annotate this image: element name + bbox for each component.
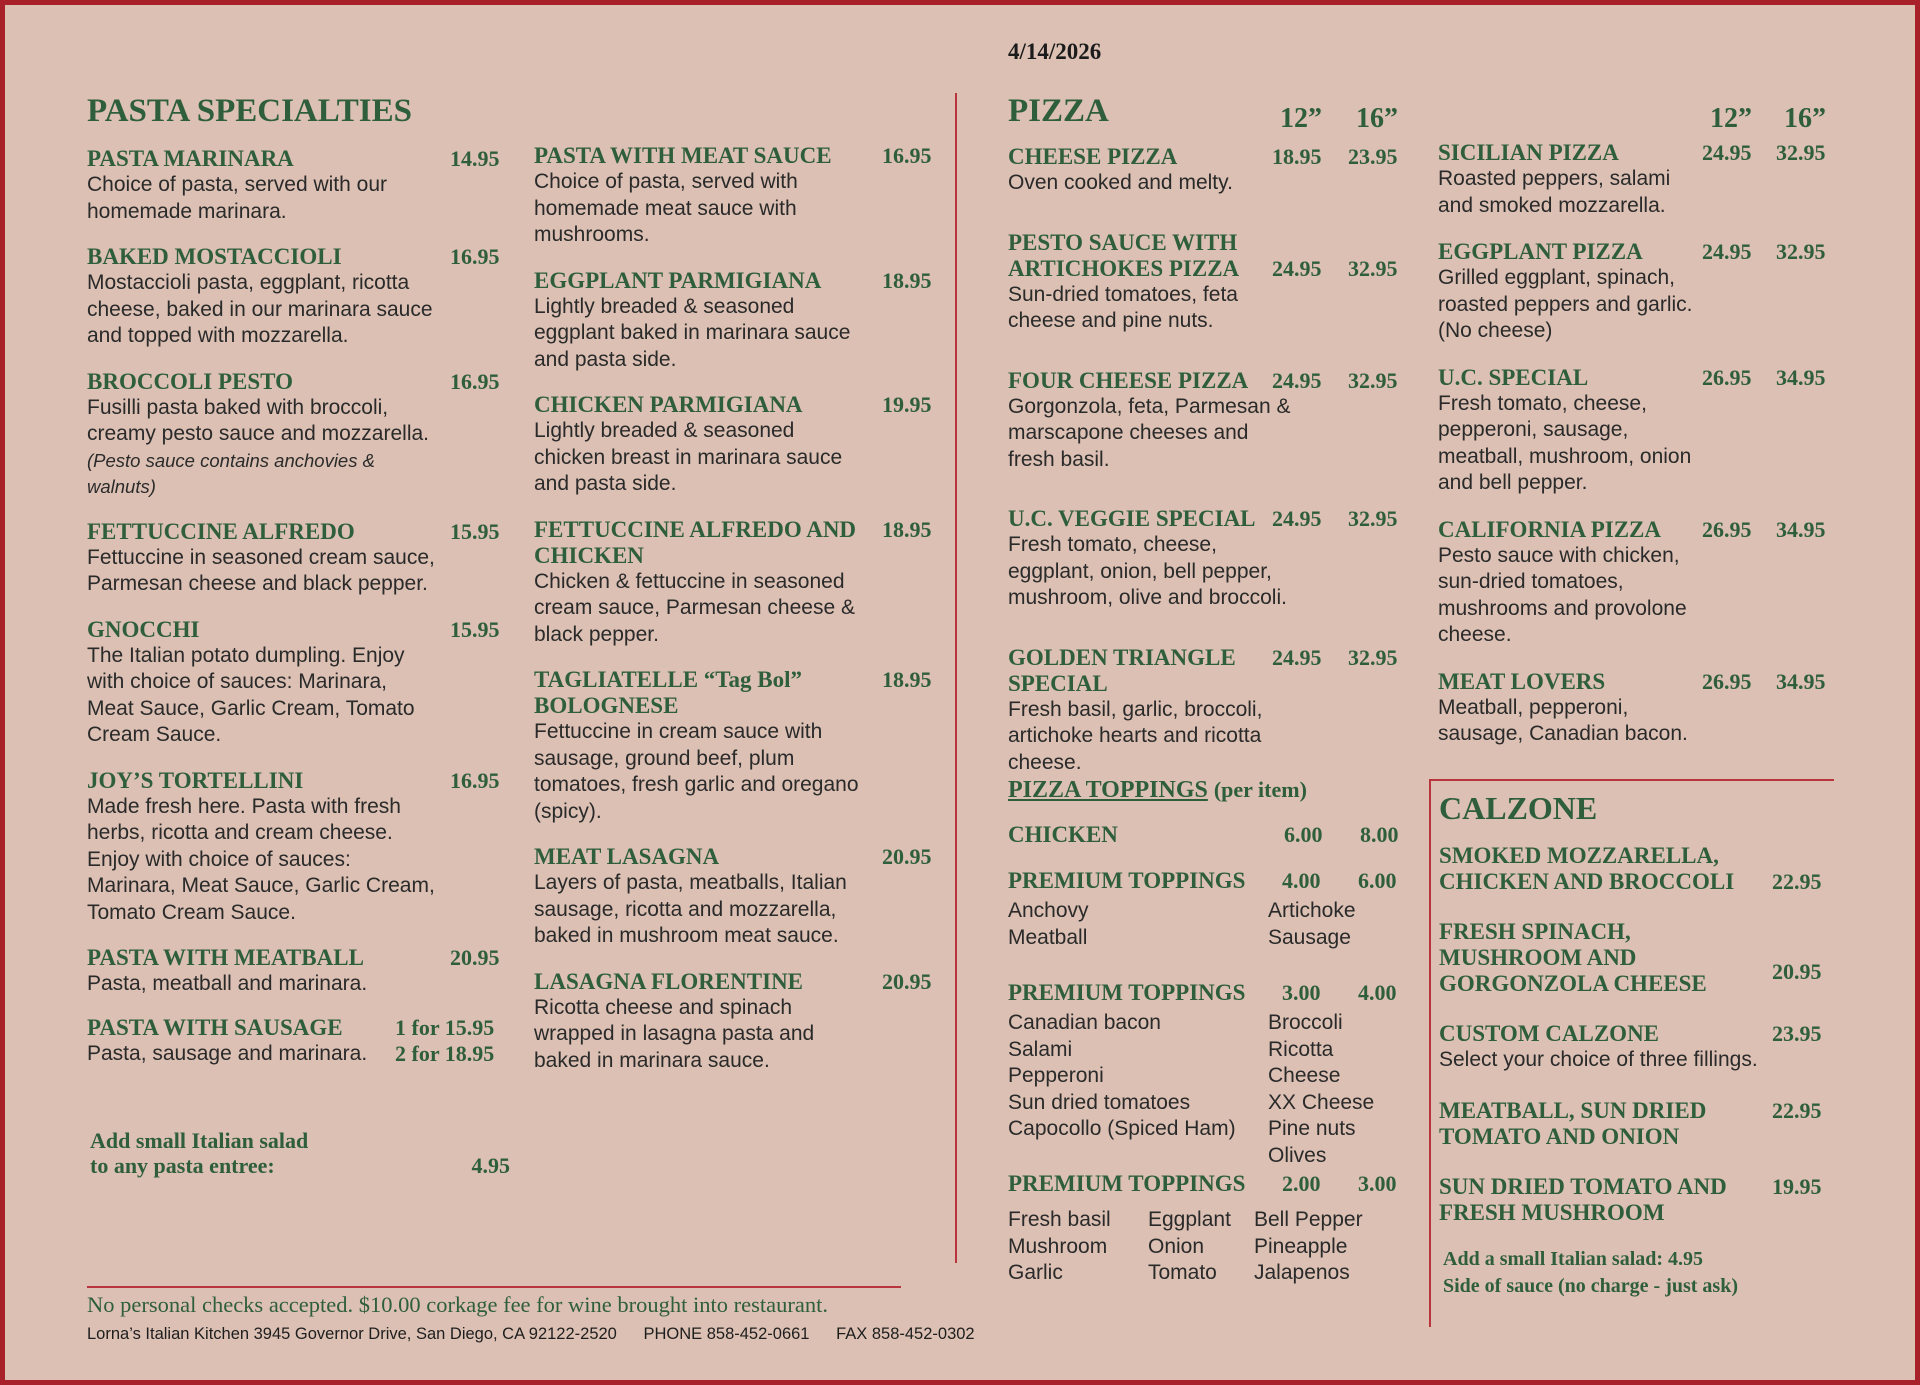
item-description: Fresh tomato, cheese, pepperoni, sausage, meatball, mushroom, onion and bell pepper. [1438, 391, 1692, 494]
item-price-16: 32.95 [1348, 367, 1398, 393]
topping-tier-2 [1008, 980, 1408, 1010]
restaurant-fax: FAX 858-452-0302 [836, 1325, 975, 1343]
item-name: BROCCOLI PESTO [87, 368, 293, 394]
item-price-16: 32.95 [1776, 140, 1826, 165]
item-name: MEAT LASAGNA [534, 844, 720, 869]
topping-item: Mushroom [1008, 1234, 1108, 1258]
item-description: Pasta, meatball and marinara. [87, 972, 368, 995]
pasta-column-left [87, 93, 507, 1086]
item-price: 14.95 [450, 146, 500, 171]
item-name: SMOKED MOZZARELLA, CHICKEN AND BROCCOLI [1439, 843, 1735, 894]
size-small-header: 12” [1710, 103, 1752, 134]
item-price: 23.95 [1772, 1021, 1822, 1046]
topping-item: Pineapple [1254, 1234, 1348, 1258]
item-price: 18.95 [882, 667, 932, 692]
item-price: 15.95 [450, 518, 500, 544]
item-price-16: 32.95 [1348, 255, 1398, 281]
item-price-16: 34.95 [1776, 364, 1826, 390]
topping-item: Anchovy [1008, 899, 1089, 922]
item-name: PESTO SAUCE WITH ARTICHOKES PIZZA [1008, 229, 1240, 281]
item-name: FETTUCCINE ALFREDO [87, 518, 355, 544]
topping-item: Tomato [1148, 1261, 1217, 1284]
pizza-item [1438, 140, 1838, 219]
topping-tier-3 [1008, 1171, 1408, 1201]
item-name: EGGPLANT PARMIGIANA [534, 267, 822, 293]
pasta-salad-addon [90, 1128, 510, 1178]
topping-item: Olives [1268, 1143, 1327, 1167]
item-description: Made fresh here. Pasta with fresh herbs, ricotta and cream cheese. Enjoy with choice of sauces: Marinara, Meat Sauce, Garlic Cream, Tomato Cream Sauce. [87, 794, 435, 924]
topping-list [1008, 1207, 1408, 1289]
item-description: Roasted peppers, salami and smoked mozzarella. [1438, 167, 1671, 217]
item-description: Lightly breaded & seasoned chicken breast in marinara sauce and pasta side. [534, 419, 843, 495]
item-name: TAGLIATELLE “Tag Bol” BOLOGNESE [534, 667, 802, 718]
item-price: 1 for 15.95 [395, 1014, 495, 1040]
column-divider [955, 93, 957, 1263]
item-name: FRESH SPINACH, MUSHROOM AND GORGONZOLA CHEESE [1439, 919, 1707, 996]
menu-item [87, 244, 507, 350]
item-name: JOY’S TORTELLINI [87, 767, 304, 793]
topping-name: CHICKEN [1008, 822, 1118, 847]
menu-item [87, 146, 507, 225]
pizza-item [1438, 239, 1838, 345]
item-price: 22.95 [1772, 869, 1822, 894]
item-name: CHICKEN PARMIGIANA [534, 392, 803, 417]
footer-divider [87, 1286, 901, 1288]
toppings-heading: PIZZA TOPPINGS [1008, 777, 1208, 803]
toppings-title [1008, 777, 1408, 804]
item-name: PASTA WITH MEAT SAUCE [534, 143, 832, 168]
topping-item: Eggplant [1148, 1208, 1231, 1231]
menu-item [87, 519, 507, 598]
topping-item: Artichoke [1268, 899, 1356, 922]
salad-price: 4.95 [471, 1153, 510, 1178]
pizza-column-left [1008, 93, 1408, 809]
item-description: Chicken & fettuccine in seasoned cream sauce, Parmesan cheese & black pepper. [534, 569, 855, 646]
item-description: Oven cooked and melty. [1008, 171, 1233, 194]
item-price-12: 24.95 [1272, 255, 1322, 281]
pasta-column-right [534, 143, 944, 1093]
item-name: BAKED MOSTACCIOLI [87, 244, 342, 269]
item-price-16: 32.95 [1348, 506, 1398, 531]
item-description: Lightly breaded & seasoned eggplant baked in marinara sauce and pasta side. [534, 294, 851, 371]
calzone-salad-addon: Add a small Italian salad: 4.95 [1443, 1247, 1704, 1270]
item-price: 20.95 [882, 844, 932, 869]
menu-item [534, 844, 944, 950]
item-name: GNOCCHI [87, 616, 200, 642]
calzone-item [1439, 1098, 1839, 1150]
item-description: Mostaccioli pasta, eggplant, ricotta cheese, baked in our marinara sauce and topped with mozzarella. [87, 271, 433, 347]
topping-price-12: 3.00 [1282, 980, 1321, 1005]
pizza-toppings [1008, 777, 1408, 1289]
topping-item: Sun dried tomatoes [1008, 1090, 1191, 1114]
calzone-item [1439, 919, 1839, 997]
menu-item [534, 143, 944, 249]
pizza-item [1008, 368, 1408, 474]
topping-item: Garlic [1008, 1261, 1063, 1284]
topping-name: PREMIUM TOPPINGS [1008, 980, 1246, 1005]
item-price-16: 34.95 [1776, 668, 1826, 694]
item-price-12: 24.95 [1702, 239, 1752, 264]
item-price: 16.95 [450, 244, 500, 269]
pizza-item [1438, 669, 1838, 748]
item-price: 20.95 [450, 945, 500, 970]
topping-name: PREMIUM TOPPINGS [1008, 868, 1246, 893]
item-price: 15.95 [450, 616, 500, 642]
topping-list [1008, 1010, 1408, 1167]
calzone-section-title: CALZONE [1439, 790, 1598, 826]
item-price-12: 26.95 [1702, 516, 1752, 542]
item-name: LASAGNA FLORENTINE [534, 968, 804, 994]
toppings-subtitle: (per item) [1213, 777, 1307, 802]
item-description: Pasta, sausage and marinara. [87, 1041, 368, 1065]
item-description: Choice of pasta, served with our homemade marinara. [87, 173, 387, 223]
topping-item: Jalapenos [1254, 1261, 1350, 1284]
topping-item: Pine nuts [1268, 1117, 1356, 1140]
topping-item: Ricotta Cheese [1268, 1037, 1341, 1087]
calzone-section [1439, 790, 1839, 1300]
item-price: 20.95 [882, 968, 932, 994]
restaurant-phone: PHONE 858-452-0661 [643, 1325, 810, 1343]
item-name: U.C. VEGGIE SPECIAL [1008, 506, 1256, 531]
item-description: Grilled eggplant, spinach, roasted peppers and garlic. (No cheese) [1438, 266, 1693, 342]
item-name: PASTA MARINARA [87, 146, 294, 171]
restaurant-address: Lorna’s Italian Kitchen 3945 Governor Drive, San Diego, CA 92122-2520 [87, 1325, 617, 1343]
item-price: 16.95 [882, 143, 932, 168]
item-price: 19.95 [1772, 1173, 1822, 1199]
topping-price-12: 4.00 [1282, 868, 1321, 893]
item-name: PASTA WITH SAUSAGE [87, 1014, 343, 1040]
item-name: CUSTOM CALZONE [1439, 1021, 1660, 1046]
topping-item: Canadian bacon [1008, 1011, 1161, 1034]
salad-line-1: Add small Italian salad [90, 1128, 309, 1153]
topping-item: Fresh basil [1008, 1208, 1111, 1231]
pizza-item [1008, 645, 1408, 777]
pizza-item [1438, 517, 1838, 649]
item-description: Sun-dried tomatoes, feta cheese and pine nuts. [1008, 282, 1238, 332]
topping-item: Onion [1148, 1234, 1205, 1258]
menu-item [87, 945, 507, 998]
topping-item: XX Cheese [1268, 1090, 1375, 1114]
topping-item: Capocollo (Spiced Ham) [1008, 1117, 1236, 1140]
item-price-12: 26.95 [1702, 668, 1752, 694]
item-price-12: 18.95 [1272, 144, 1322, 169]
topping-item: Salami [1008, 1037, 1073, 1061]
item-price-16: 23.95 [1348, 144, 1398, 169]
item-price-12: 24.95 [1272, 367, 1322, 393]
restaurant-contact [87, 1325, 997, 1344]
item-description: Fettuccine in cream sauce with sausage, ground beef, plum tomatoes, fresh garlic and oregano (spicy). [534, 720, 859, 823]
topping-item: Sausage [1268, 925, 1351, 949]
item-price: 22.95 [1772, 1097, 1822, 1123]
item-price-16: 32.95 [1348, 644, 1398, 670]
item-description: Choice of pasta, served with homemade meat sauce with mushrooms. [534, 170, 798, 246]
item-price-12: 24.95 [1272, 644, 1322, 670]
item-name: FETTUCCINE ALFREDO AND CHICKEN [534, 516, 857, 568]
calzone-item [1439, 1021, 1839, 1074]
pizza-item [1438, 365, 1838, 497]
item-name: CALIFORNIA PIZZA [1438, 516, 1662, 542]
size-small-header: 12” [1280, 103, 1322, 134]
item-description: Fresh tomato, cheese, eggplant, onion, bell pepper, mushroom, olive and broccoli. [1008, 533, 1287, 609]
item-name: GOLDEN TRIANGLE SPECIAL [1008, 644, 1236, 696]
calzone-sauce-note: Side of sauce (no charge - just ask) [1443, 1274, 1738, 1297]
topping-row-chicken [1008, 822, 1408, 852]
topping-price-16: 6.00 [1358, 868, 1397, 893]
salad-line-2: to any pasta entree: [90, 1153, 275, 1178]
item-price: 16.95 [450, 368, 500, 394]
item-description: Layers of pasta, meatballs, Italian sausage, ricotta and mozzarella, baked in mushroom meat sauce. [534, 871, 847, 947]
item-name: SUN DRIED TOMATO AND FRESH MUSHROOM [1439, 1173, 1727, 1225]
item-name: PASTA WITH MEATBALL [87, 945, 364, 970]
item-name: MEAT LOVERS [1438, 668, 1606, 694]
pasta-section-title: PASTA SPECIALTIES [87, 93, 412, 129]
item-price: 2 for 18.95 [395, 1040, 495, 1066]
menu-item [534, 392, 944, 498]
item-name: EGGPLANT PIZZA [1438, 239, 1643, 264]
pizza-section-title: PIZZA [1008, 93, 1109, 129]
topping-list [1008, 898, 1408, 954]
item-description: Fusilli pasta baked with broccoli, creamy pesto sauce and mozzarella. [87, 395, 429, 445]
item-description: Select your choice of three fillings. [1439, 1048, 1758, 1071]
item-price-16: 34.95 [1776, 516, 1826, 542]
topping-price-16: 4.00 [1358, 980, 1397, 1005]
menu-item [87, 617, 507, 749]
size-large-header: 16” [1784, 103, 1826, 134]
item-name: SICILIAN PIZZA [1438, 140, 1619, 165]
topping-price-16: 3.00 [1358, 1171, 1397, 1196]
item-description: Meatball, pepperoni, sausage, Canadian bacon. [1438, 695, 1688, 745]
item-description: Fresh basil, garlic, broccoli, artichoke hearts and ricotta cheese. [1008, 697, 1263, 774]
item-description: The Italian potato dumpling. Enjoy with choice of sauces: Marinara, Meat Sauce, Garlic Cream, Tomato Cream Sauce. [87, 643, 415, 746]
item-description: Gorgonzola, feta, Parmesan & marscapone cheeses and fresh basil. [1008, 394, 1291, 471]
item-price: 20.95 [1772, 959, 1822, 984]
item-description: Fettuccine in seasoned cream sauce, Parmesan cheese and black pepper. [87, 545, 435, 595]
menu-item [534, 268, 944, 374]
menu-item [534, 969, 944, 1075]
item-price: 18.95 [882, 516, 932, 542]
item-price: 19.95 [882, 392, 932, 417]
item-name: CHEESE PIZZA [1008, 144, 1178, 169]
pizza-column-right [1438, 140, 1838, 768]
topping-item: Broccoli [1268, 1011, 1343, 1034]
item-description: Pesto sauce with chicken, sun-dried tomatoes, mushrooms and provolone cheese. [1438, 543, 1687, 646]
topping-price-16: 8.00 [1360, 822, 1399, 847]
item-name: FOUR CHEESE PIZZA [1008, 367, 1249, 393]
topping-price-12: 2.00 [1282, 1171, 1321, 1196]
item-description: Ricotta cheese and spinach wrapped in lasagna pasta and baked in marinara sauce. [534, 995, 815, 1072]
topping-item: Bell Pepper [1254, 1208, 1363, 1231]
topping-price-12: 6.00 [1284, 822, 1323, 847]
pizza-item [1008, 506, 1408, 612]
item-price: 18.95 [882, 267, 932, 293]
menu-item [534, 517, 944, 649]
item-price-12: 24.95 [1702, 140, 1752, 165]
calzone-item [1439, 1174, 1839, 1226]
item-name: U.C. SPECIAL [1438, 364, 1589, 390]
pizza-item [1008, 144, 1408, 197]
item-price-12: 26.95 [1702, 364, 1752, 390]
topping-item: Pepperoni [1008, 1064, 1104, 1087]
item-price-12: 24.95 [1272, 506, 1322, 531]
calzone-item [1439, 843, 1839, 895]
menu-item [534, 667, 944, 825]
payment-policy: No personal checks accepted. $10.00 corkage fee for wine brought into restaurant. [87, 1292, 828, 1317]
topping-name: PREMIUM TOPPINGS [1008, 1171, 1246, 1196]
topping-item: Meatball [1008, 925, 1088, 949]
menu-date: 4/14/2026 [1008, 39, 1102, 64]
item-note: (Pesto sauce contains anchovies & walnuts) [87, 449, 375, 497]
topping-tier-1 [1008, 868, 1408, 898]
menu-item [87, 768, 507, 927]
menu-item [87, 1015, 507, 1068]
item-price: 16.95 [450, 767, 500, 793]
menu-item [87, 369, 507, 500]
size-large-header: 16” [1356, 103, 1398, 134]
item-name: MEATBALL, SUN DRIED TOMATO AND ONION [1439, 1097, 1707, 1149]
item-price-16: 32.95 [1776, 239, 1826, 264]
pizza-item [1008, 230, 1408, 335]
